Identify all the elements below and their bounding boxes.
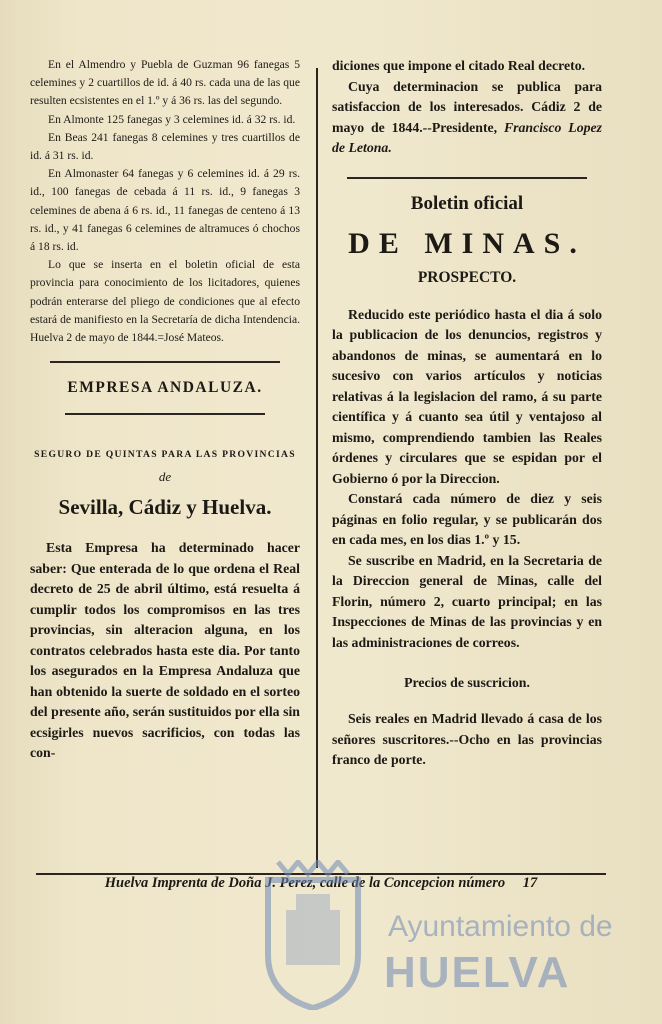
prospecto-body xyxy=(332,305,602,654)
notice-p4: En Almonaster 64 fanegas y 6 celemines id. á 29 rs. id., 100 fanegas de cebada á 11 rs. id., 9 fanegas 3 celemines de abena á 6 rs. id., 11 fanegas de centeno á 13 rs. id., y 41 fanegas 6 celemines de altramuces ó chochos á 18 rs. id. xyxy=(30,167,300,254)
decree-publication xyxy=(332,77,602,159)
minas-title: DE MINAS. xyxy=(348,226,586,260)
prospecto-heading: PROSPECTO. xyxy=(417,268,517,286)
section-divider xyxy=(50,361,280,363)
precios-heading: Precios de suscricion. xyxy=(404,675,530,690)
empresa-body: Esta Empresa ha determinado hacer saber: Que enterada de lo que ordena el Real decreto de 25 de abril último, está resuelta á cumplir todos los compromisos en las tres provincias, sin alteracion alguna, en los contratos celebrados hasta este dia. Por tanto los asegurados en la Empresa Andaluza que han obtenido la suerte de soldado en el sorteo del presente año, serán sustituidos por ella sin ecsigirles nuevos sacrificios, con todas las con- xyxy=(30,540,300,761)
auction-notice xyxy=(30,56,300,347)
right-divider xyxy=(347,177,587,179)
notice-p5: Lo que se inserta en el boletin oficial de esta provincia para conocimiento de los licitadores, quienes podrán enterarse del pliego de condiciones que al efecto estará de manifiesto en la Secretaría de dicha Intendencia. Huelva 2 de mayo de 1844.=José Mateos. xyxy=(30,258,300,345)
prospecto-p3: Se suscribe en Madrid, en la Secretaria de la Direccion general de Minas, calle del Florin, número 2, cuarto principal; en las Inspecciones de Minas de las provincias y en las administraciones de correos. xyxy=(332,552,602,650)
prospecto-p2: Constará cada número de diez y seis páginas en folio regular, y se publicarán dos en cada mes, en los dias 1.º y 15. xyxy=(332,491,602,547)
coat-of-arms-icon xyxy=(258,860,368,1010)
prospecto-p1: Reducido este periódico hasta el dia á solo la publicacion de los denuncios, registros y abandonos de minas, se aumentará en lo sucesivo con varios artículos y noticias relativas á la legislacion del ramo, á su parte científica y á cuanto sea útil y ventajoso al mismo, comprendiendo tambien las Reales órdenes y circulares que se espidan por el Gobierno ó por la Direccion. xyxy=(332,306,602,486)
left-column xyxy=(30,56,300,764)
provinces-title: Sevilla, Cádiz y Huelva. xyxy=(58,495,272,520)
decree-continuation: diciones que impone el citado Real decreto. xyxy=(332,58,586,73)
watermark-line1: Ayuntamiento de xyxy=(388,910,613,943)
watermark-line2: HUELVA xyxy=(384,948,571,997)
signatory: Francisco Lopez de Letona. xyxy=(332,119,602,155)
empresa-title: EMPRESA ANDALUZA. xyxy=(67,379,263,397)
column-rule xyxy=(316,68,318,868)
publication-text: Cuya determinacion se publica para satisfaccion de los interesados. Cádiz 2 de mayo de 1844.--Presidente, xyxy=(332,78,602,135)
page-number: 17 xyxy=(522,875,538,891)
notice-p3: En Beas 241 fanegas 8 celemines y tres cuartillos de id. á 31 rs. id. xyxy=(30,130,300,163)
notice-p1: En el Almendro y Puebla de Guzman 96 fanegas 5 celemines y 2 cuartillos de id. á 40 rs. cada una de las que resulten ecsistentes en el 1.º y á 36 rs. las del segundo. xyxy=(30,58,300,108)
seguro-heading: SEGURO DE QUINTAS PARA LAS PROVINCIAS xyxy=(34,449,296,461)
precios-body: Seis reales en Madrid llevado á casa de los señores suscritores.--Ocho en las provincias franco de porte. xyxy=(332,711,602,767)
notice-p2: En Almonte 125 fanegas y 3 celemines id. á 32 rs. id. xyxy=(48,112,296,126)
empresa-divider xyxy=(65,413,265,415)
archive-watermark xyxy=(258,830,658,1020)
imprint-text: Huelva Imprenta de Doña J. Perez, calle de la Concepcion número xyxy=(104,875,506,891)
right-column xyxy=(332,56,602,771)
boletin-title: Boletin oficial xyxy=(410,192,524,214)
de-word: de xyxy=(158,469,172,485)
